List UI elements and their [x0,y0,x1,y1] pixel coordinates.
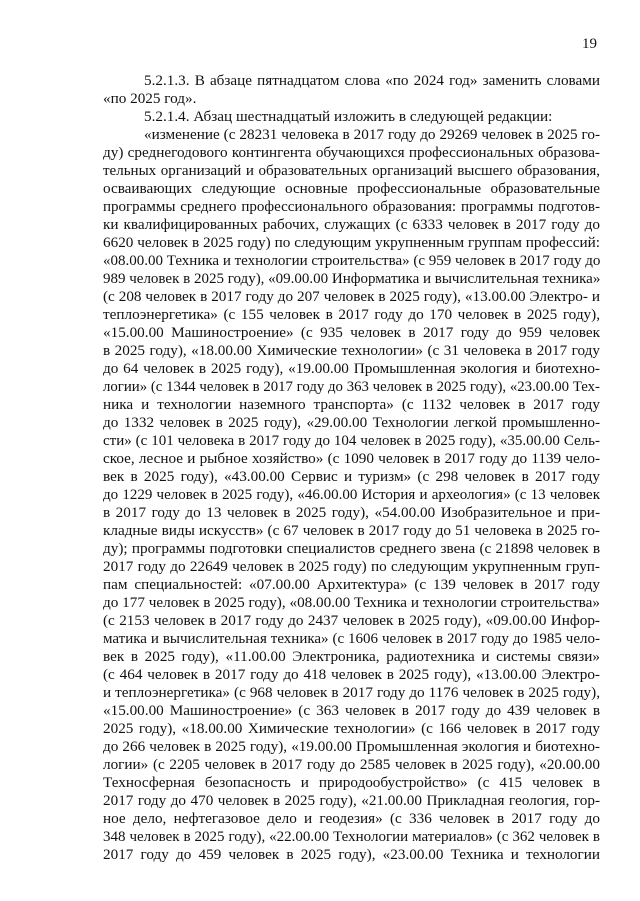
text-line: век в 2025 году), «11.00.00 Электроника, радиотехника и системы связи» [103,648,600,665]
text-line: ское, лесное и рыбное хозяйство» (с 1090 человек в 2017 году до 1139 чело- [103,450,600,467]
text-line: ду) среднегодового контингента обучающихся профессиональных образова- [103,144,600,161]
text-line: до 1332 человек в 2025 году), «29.00.00 Технологии легкой промышленно- [103,414,600,431]
text-line: 348 человек в 2025 году), «22.00.00 Технологии материалов» (с 362 человек в [103,829,600,845]
text-line: кладные виды искусств» (с 67 человек в 2017 году до 51 человека в 2025 го- [103,522,600,539]
text-line: осваивающих следующие основные профессиональные образовательные [103,180,600,197]
text-line: век в 2025 году), «43.00.00 Сервис и туризм» (с 298 человек в 2017 году [103,468,600,485]
text-line: до 266 человек в 2025 году), «19.00.00 Промышленная экология и биотехно- [103,738,600,755]
text-line: 2017 году до 22649 человек в 2025 году) по следующим укрупненным груп- [103,558,600,575]
text-line: ное дело, нефтегазовое дело и геодезия» (с 336 человек в 2017 году до [103,810,600,827]
text-line: в 2017 году до 13 человек в 2025 году), «54.00.00 Изобразительное и при- [103,504,600,521]
text-line: 989 человек в 2025 году), «09.00.00 Информатика и вычислительная техника» [103,271,601,287]
text-line: 5.2.1.4. Абзац шестнадцатый изложить в следующей редакции: [144,108,553,125]
text-line: логии» (с 1344 человек в 2017 году до 363 человек в 2025 году), «23.00.00 Тех- [103,379,600,395]
text-line: матика и вычислительная техника» (с 1606 человек в 2017 году до 1985 чело- [103,631,600,647]
text-line: «изменение (с 28231 человека в 2017 году до 29269 человек в 2025 го- [144,126,600,143]
text-line: 5.2.1.3. В абзаце пятнадцатом слова «по 2024 год» заменить словами [144,72,600,89]
text-line: «по 2025 год». [103,90,197,107]
text-line: (с 2153 человек в 2017 году до 2437 человек в 2025 году), «09.00.00 Инфор- [103,612,600,629]
text-line: в 2025 году), «18.00.00 Химические технологии» (с 31 человека в 2017 году [103,342,600,359]
text-line: ду); программы подготовки специалистов среднего звена (с 21898 человек в [103,540,600,557]
text-line: ника и технологии наземного транспорта» (с 1132 человек в 2017 году [103,396,600,413]
text-line: программы среднего профессионального образования: программы подготов- [103,199,600,215]
text-line: сти» (с 101 человека в 2017 году до 104 человек в 2025 году), «35.00.00 Сель- [103,433,600,449]
text-line: Техносферная безопасность и природообустройство» (с 415 человек в [103,774,600,791]
text-line: 6620 человек в 2025 году) по следующим укрупненным группам профессий: [103,234,600,251]
text-line: теплоэнергетика» (с 155 человек в 2017 году до 170 человек в 2025 году), [103,306,600,323]
text-line: пам специальностей: «07.00.00 Архитектура» (с 139 человек в 2017 году [103,576,600,593]
text-line: «08.00.00 Техника и технологии строительства» (с 959 человек в 2017 году до [103,253,601,269]
text-line: до 177 человек в 2025 году), «08.00.00 Техника и технологии строительства» [103,594,600,611]
text-line: (с 208 человек в 2017 году до 207 человек в 2025 году), «13.00.00 Электро- и [103,288,600,305]
page-number: 19 [582,36,597,52]
text-line: «15.00.00 Машиностроение» (с 363 человек в 2017 году до 439 человек в [103,702,600,719]
text-line: 2017 году до 459 человек в 2025 году), «23.00.00 Техника и технологии [103,846,600,863]
text-line: логии» (с 2205 человек в 2017 году до 2585 человек в 2025 году), «20.00.00 [103,756,600,773]
text-line: «15.00.00 Машиностроение» (с 935 человек в 2017 году до 959 человек [103,324,600,341]
text-line: ки квалифицированных рабочих, служащих (с 6333 человек в 2017 году до [103,216,600,233]
text-line: 2025 году), «18.00.00 Химические технологии» (с 166 человек в 2017 году [103,720,600,737]
text-line: и теплоэнергетика» (с 968 человек в 2017 году до 1176 человек в 2025 году), [103,684,600,701]
text-line: 2017 году до 470 человек в 2025 году), «21.00.00 Прикладная геология, гор- [103,792,600,809]
text-line: тельных организаций и образовательных организаций высшего образования, [103,163,600,179]
text-line: до 64 человек в 2025 году), «19.00.00 Промышленная экология и биотехно- [103,360,600,377]
text-line: (с 464 человек в 2017 году до 418 человек в 2025 году), «13.00.00 Электро- [103,666,600,683]
text-line: до 1229 человек в 2025 году), «46.00.00 История и археология» (с 13 человек [103,487,600,503]
